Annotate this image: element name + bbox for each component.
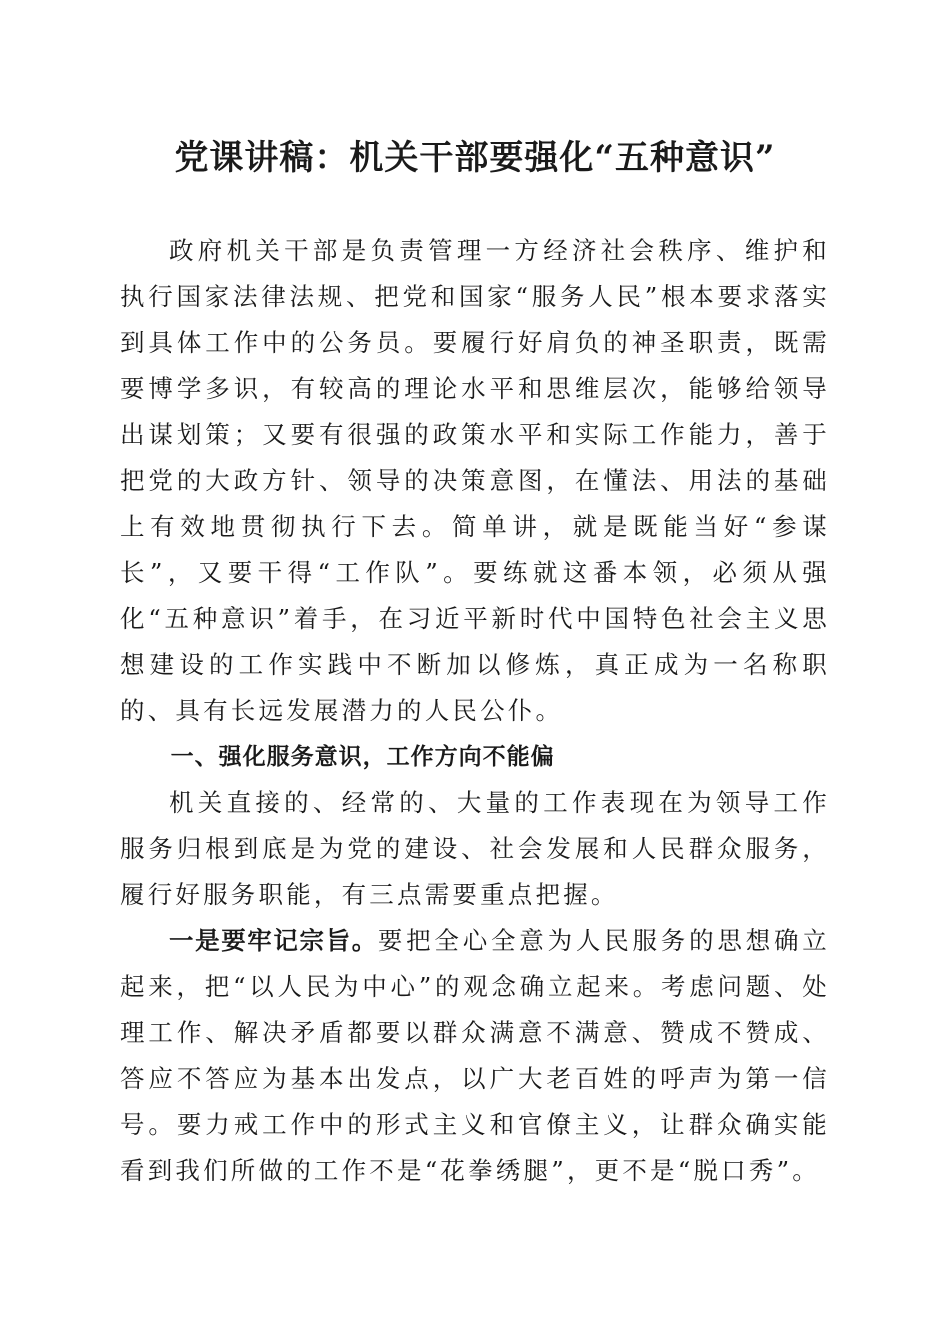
section-paragraph: 机关直接的、经常的、大量的工作表现在为领导工作服务归根到底是为党的建设、社会发展和人民群众服务，履行好服务职能，有三点需要重点把握。 [120,788,830,909]
section-heading: 一、强化服务意识，工作方向不能偏 [170,744,555,770]
point-body: 要把全心全意为人民服务的思想确立起来，把“以人民为中心”的观念确立起来。考虑问题、处理工作、解决矛盾都要以群众满意不满意、赞成不赞成、答应不答应为基本出发点，以广大老百姓的呼声为第一信号。要力戒工作中的形式主义和官僚主义，让群众确实能看到我们所做的工作不是“花拳绣腿”，更不是“脱口秀”。 [120,926,831,1185]
point-lead: 一是要牢记宗旨。 [169,926,378,955]
document-body [120,228,830,1194]
intro-paragraph: 政府机关干部是负责管理一方经济社会秩序、维护和执行国家法律法规、把党和国家“服务人民”根本要求落实到具体工作中的公务员。要履行好肩负的神圣职责，既需要博学多识，有较高的理论水平和思维层次，能够给领导出谋划策；又要有很强的政策水平和实际工作能力，善于把党的大政方针、领导的决策意图，在懂法、用法的基础上有效地贯彻执行下去。简单讲，就是既能当好“参谋长”，又要干得“工作队”。要练就这番本领，必须从强化“五种意识”着手，在习近平新时代中国特色社会主义思想建设的工作实践中不断加以修炼，真正成为一名称职的、具有长远发展潜力的人民公仆。 [120,236,830,725]
document-title: 党课讲稿：机关干部要强化“五种意识” [174,138,776,178]
point-paragraph [120,918,830,1194]
